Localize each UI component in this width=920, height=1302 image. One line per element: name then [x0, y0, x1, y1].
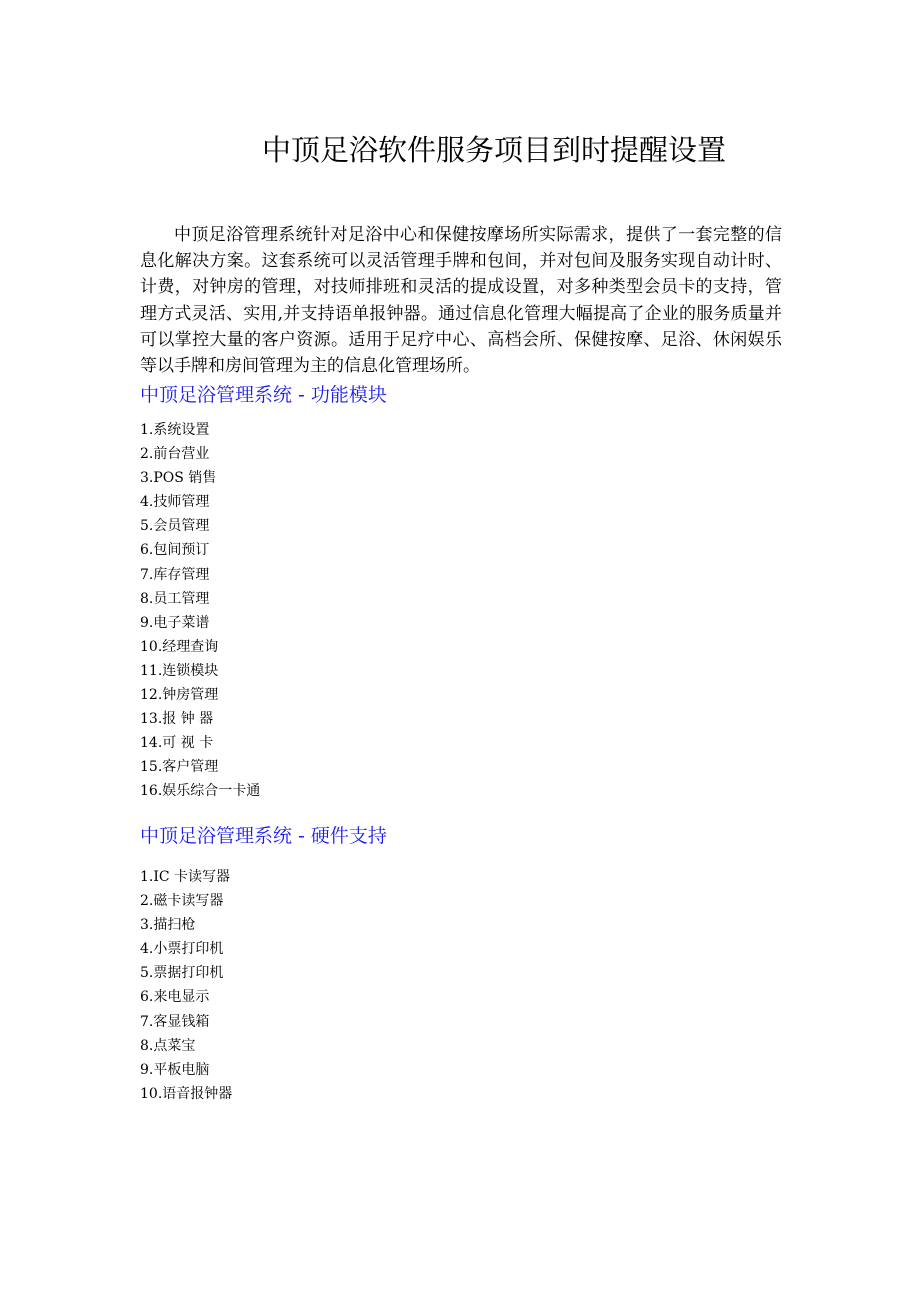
- hardware-item: 3.描扫枪: [140, 917, 196, 934]
- module-item: 16.娱乐综合一卡通: [140, 783, 261, 800]
- hardware-item: 10.语音报钟器: [140, 1085, 233, 1102]
- module-item: 7.库存管理: [140, 566, 210, 583]
- hardware-item: 9.平板电脑: [140, 1061, 210, 1078]
- module-item: 1.系统设置: [140, 422, 210, 438]
- hardware-item: 7.客显钱箱: [140, 1013, 210, 1030]
- module-item: 11.连锁模块: [140, 662, 219, 679]
- module-item: 9.电子菜谱: [140, 614, 210, 631]
- hardware-item: 6.来电显示: [140, 989, 210, 1006]
- module-item: 14.可 视 卡: [140, 735, 214, 752]
- module-item: 13.报 钟 器: [140, 711, 214, 728]
- module-item: 6.包间预订: [140, 542, 210, 559]
- module-item: 10.经理查询: [140, 638, 219, 655]
- module-item: 12.钟房管理: [140, 687, 219, 704]
- module-item: 3.POS 销售: [140, 470, 217, 487]
- module-item: 5.会员管理: [140, 518, 210, 535]
- hardware-item: 8.点菜宝: [140, 1037, 196, 1054]
- document-title: 中顶足浴软件服务项目到时提醒设置: [262, 133, 727, 167]
- module-item: 8.员工管理: [140, 590, 210, 607]
- hardware-heading: 中顶足浴管理系统 - 硬件支持: [140, 825, 387, 847]
- modules-list: [140, 418, 260, 804]
- module-item: 15.客户管理: [140, 759, 219, 776]
- hardware-item: 5.票据打印机: [140, 965, 224, 982]
- hardware-list: [140, 865, 232, 1106]
- module-item: 4.技师管理: [140, 494, 210, 511]
- hardware-item: 4.小票打印机: [140, 941, 224, 958]
- module-item: 2.前台营业: [140, 446, 210, 463]
- hardware-item: 2.磁卡读写器: [140, 893, 224, 910]
- intro-paragraph: 中顶足浴管理系统针对足浴中心和保健按摩场所实际需求，提供了一套完整的信息化解决方案。这套系统可以灵活管理手牌和包间，并对包间及服务实现自动计时、计费，对钟房的管理，对技师排班和灵活的提成设置，对多种类型会员卡的支持，管理方式灵活、实用,并支持语单报钟器。通过信息化管理大幅提高了企业的服务质量并可以掌控大量的客户资源。适用于足疗中心、高档会所、保健按摩、足浴、休闲娱乐等以手牌和房间管理为主的信息化管理场所。: [140, 225, 782, 377]
- hardware-item: 1.IC 卡读写器: [140, 869, 231, 885]
- modules-heading: 中顶足浴管理系统 - 功能模块: [140, 384, 387, 406]
